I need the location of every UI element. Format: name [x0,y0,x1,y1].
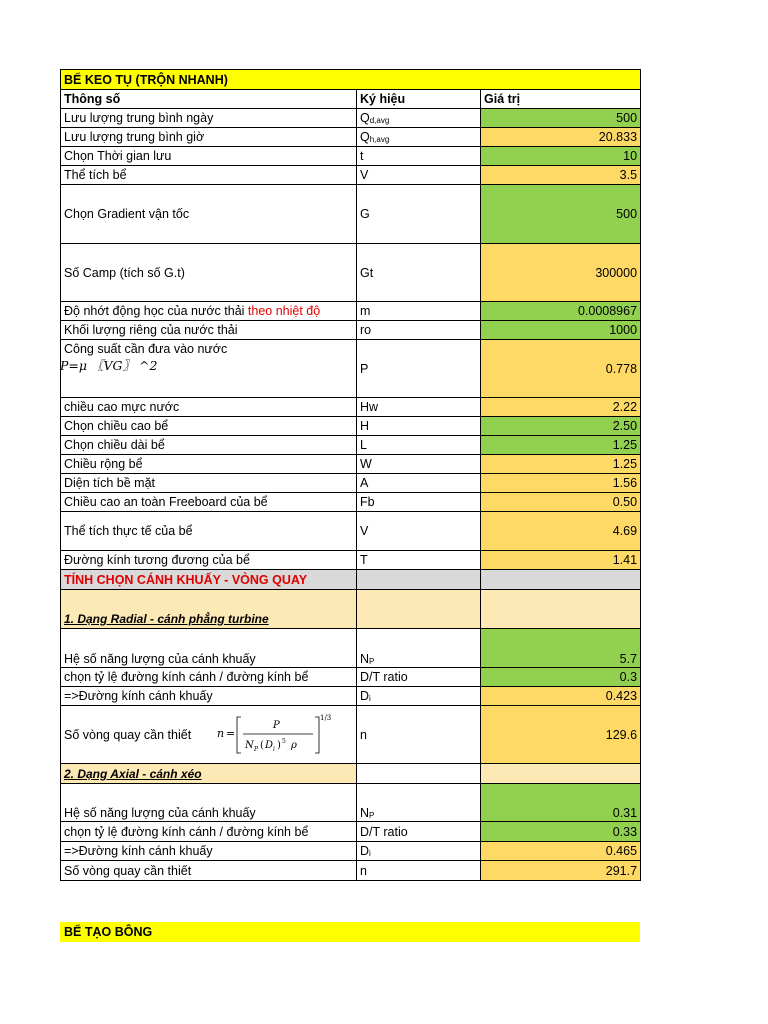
symbol-cell[interactable]: A [357,474,481,493]
table-row [61,551,641,570]
symbol-text: D [360,689,370,703]
value-cell[interactable]: 1.25 [481,455,641,474]
header-symbol[interactable]: Ký hiệu [357,90,481,109]
param-cell[interactable]: Chiều rộng bể [61,455,357,474]
param-text: Công suất cần đưa vào nước [64,342,228,356]
value-cell[interactable]: 500 [481,109,641,128]
param-cell[interactable]: =>Đường kính cánh khuấy [61,687,357,706]
table-row [61,340,641,398]
symbol-cell[interactable]: V [357,512,481,551]
svg-text:P: P [254,746,259,753]
symbol-text: Q [360,111,370,125]
header-param[interactable]: Thông số [61,90,357,109]
param-cell[interactable]: Chọn chiều dài bể [61,436,357,455]
param-cell[interactable]: Đường kính tương đương của bể [61,551,357,570]
param-text: Độ nhớt động học của nước thải [64,304,248,318]
value-cell[interactable]: 0.423 [481,687,641,706]
subsection-row [61,764,641,784]
symbol-text: N [360,652,370,666]
svg-text:n: n [217,727,225,740]
subsection-row [61,590,641,629]
symbol-text: N [360,806,370,820]
table-row [61,398,641,417]
symbol-cell[interactable] [357,128,481,147]
param-cell[interactable]: Chiều cao an toàn Freeboard của bể [61,493,357,512]
symbol-cell[interactable]: ro [357,321,481,340]
symbol-cell[interactable]: Fb [357,493,481,512]
empty-cell[interactable] [357,570,481,590]
svg-text:P: P [273,720,280,731]
symbol-cell[interactable]: L [357,436,481,455]
table-row [61,302,641,321]
radial-title: 1. Dạng Radial - cánh phẳng turbine [64,612,269,626]
symbol-text: D [360,844,370,858]
empty-cell[interactable] [481,590,641,629]
symbol-cell[interactable]: P [357,340,481,398]
empty-cell[interactable] [357,764,481,784]
symbol-cell[interactable]: W [357,455,481,474]
table-row [61,784,641,822]
value-cell[interactable]: 291.7 [481,861,641,881]
symbol-cell[interactable]: Hw [357,398,481,417]
svg-text:5: 5 [282,738,286,745]
table-row [61,128,641,147]
param-cell[interactable]: Số Camp (tích số G.t) [61,244,357,302]
symbol-cell[interactable] [357,784,481,822]
value-cell[interactable]: 5.7 [481,629,641,668]
section-title[interactable]: TÍNH CHỌN CÁNH KHUẤY - VÒNG QUAY [61,570,357,590]
param-cell[interactable]: Chọn Thời gian lưu [61,147,357,166]
table-row [61,822,641,842]
param-cell[interactable]: Thể tích thực tế của bể [61,512,357,551]
symbol-cell[interactable]: G [357,185,481,244]
table-row [61,147,641,166]
axial-title-cell[interactable] [61,764,357,784]
value-cell[interactable]: 300000 [481,244,641,302]
svg-text:=: = [226,727,236,740]
symbol-cell[interactable]: n [357,706,481,764]
table-row [61,629,641,668]
value-cell[interactable]: 0.3 [481,668,641,687]
value-cell[interactable]: 3.5 [481,166,641,185]
spreadsheet [60,69,640,881]
symbol-cell[interactable]: Gt [357,244,481,302]
param-text: Số vòng quay cần thiết [64,727,192,742]
table-row [61,706,641,764]
svg-text:i: i [273,746,275,753]
symbol-cell[interactable]: D/T ratio [357,822,481,842]
value-cell[interactable]: 4.69 [481,512,641,551]
value-cell[interactable]: 1000 [481,321,641,340]
value-cell[interactable]: 1.56 [481,474,641,493]
svg-text:N: N [245,740,254,751]
table-row [61,244,641,302]
section-header-row [61,570,641,590]
symbol-text: Q [360,130,370,144]
param-cell[interactable]: Chọn Gradient vận tốc [61,185,357,244]
table-row [61,493,641,512]
symbol-cell[interactable] [357,109,481,128]
empty-cell[interactable] [481,570,641,590]
param-cell[interactable] [61,706,357,764]
symbol-cell[interactable]: T [357,551,481,570]
table-row [61,687,641,706]
param-cell[interactable] [61,340,357,398]
param-cell[interactable]: chọn tỷ lệ đường kính cánh / đường kính bể [61,668,357,687]
table-row [61,417,641,436]
svg-text:ρ: ρ [291,740,297,751]
param-note: theo nhiệt độ [247,304,321,318]
value-cell[interactable]: 129.6 [481,706,641,764]
value-cell[interactable]: 2.22 [481,398,641,417]
table-row [61,842,641,861]
table-row [61,436,641,455]
symbol-cell[interactable]: t [357,147,481,166]
value-cell[interactable]: 20.833 [481,128,641,147]
table-row [61,668,641,687]
symbol-subscript: d,avg [369,116,390,125]
param-cell[interactable]: Diện tích bề mặt [61,474,357,493]
value-cell[interactable]: 500 [481,185,641,244]
symbol-cell[interactable]: D/T ratio [357,668,481,687]
table-row [61,512,641,551]
value-cell[interactable]: 10 [481,147,641,166]
svg-text:D: D [265,740,274,751]
value-cell[interactable]: 1.41 [481,551,641,570]
table-row [61,321,641,340]
table-row [61,166,641,185]
svg-text:(: ( [260,740,264,751]
param-cell[interactable] [61,302,357,321]
symbol-subscript: h,avg [369,135,390,144]
axial-title: 2. Dạng Axial - cánh xéo [64,766,202,781]
symbol-subscript: i [369,849,371,858]
symbol-subscript: P [369,657,375,666]
param-cell[interactable]: =>Đường kính cánh khuấy [61,842,357,861]
symbol-subscript: i [369,694,371,703]
next-section-title[interactable]: BỂ TẠO BÔNG [60,922,640,942]
param-cell[interactable]: Chọn chiều cao bể [61,417,357,436]
param-cell[interactable]: Lưu lượng trung bình ngày [61,109,357,128]
value-cell[interactable]: 0.50 [481,493,641,512]
param-cell[interactable]: Số vòng quay cần thiết [61,861,357,881]
param-cell[interactable]: chọn tỷ lệ đường kính cánh / đường kính bể [61,822,357,842]
param-cell[interactable]: Thể tích bể [61,166,357,185]
symbol-subscript: P [369,811,375,820]
symbol-cell[interactable]: V [357,166,481,185]
value-cell[interactable]: 0.33 [481,822,641,842]
symbol-cell[interactable]: H [357,417,481,436]
table-row [61,474,641,493]
radial-title-cell[interactable] [61,590,357,629]
param-cell[interactable]: chiều cao mực nước [61,398,357,417]
empty-cell[interactable] [357,590,481,629]
symbol-cell[interactable] [357,842,481,861]
symbol-cell[interactable] [357,629,481,668]
param-cell[interactable]: Hệ số năng lượng của cánh khuấy [61,784,357,822]
header-value[interactable]: Giá trị [481,90,641,109]
table-row [61,185,641,244]
calc-table [60,69,641,881]
param-cell[interactable]: Khối lượng riêng của nước thải [61,321,357,340]
empty-cell[interactable] [481,764,641,784]
table-row [61,109,641,128]
symbol-cell[interactable] [357,687,481,706]
param-cell[interactable]: Lưu lượng trung bình giờ [61,128,357,147]
value-cell[interactable]: 0.778 [481,340,641,398]
value-cell[interactable]: 1.25 [481,436,641,455]
value-cell[interactable]: 0.31 [481,784,641,822]
table-row [61,861,641,881]
rotation-formula [217,713,332,757]
param-cell[interactable]: Hệ số năng lượng của cánh khuấy [61,629,357,668]
value-cell[interactable]: 2.50 [481,417,641,436]
svg-text:1/3: 1/3 [320,714,332,722]
table-row [61,455,641,474]
symbol-cell[interactable]: m [357,302,481,321]
value-cell[interactable]: 0.465 [481,842,641,861]
sheet-title[interactable]: BỂ KEO TỤ (TRỘN NHANH) [61,70,641,90]
value-cell[interactable]: 0.0008967 [481,302,641,321]
symbol-cell[interactable]: n [357,861,481,881]
svg-text:): ) [277,740,281,751]
power-formula: P=μ 〖VG〗 ^2 [60,358,158,373]
